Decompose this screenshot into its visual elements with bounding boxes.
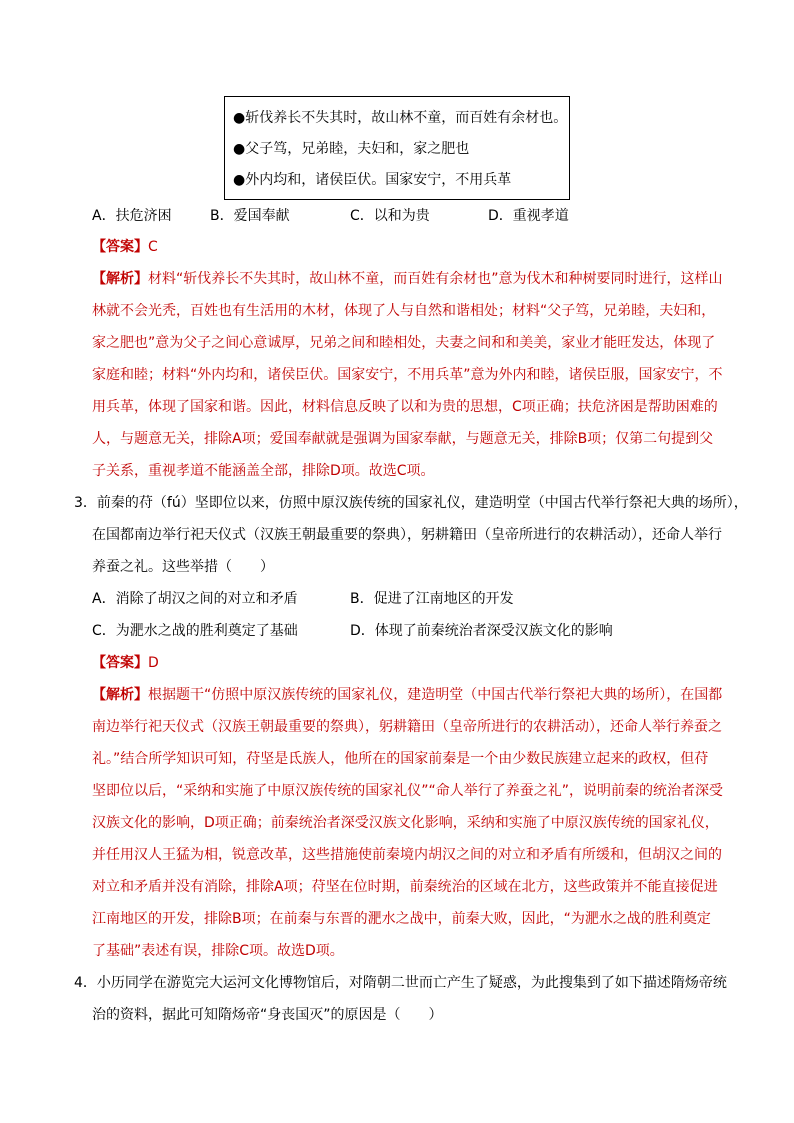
option-b: B．促进了江南地区的开发 bbox=[350, 591, 514, 607]
analysis-label: 【解析】 bbox=[92, 687, 148, 703]
option-b: B．爱国奉献 bbox=[210, 208, 290, 224]
option-d: D．体现了前秦统治者深受汉族文化的影响 bbox=[350, 623, 613, 639]
answer-line bbox=[92, 653, 159, 673]
analysis-line: 汉族文化的影响，D项正确；前秦统治者深受汉族文化影响，采纳和实施了中原汉族传统的国家礼仪， bbox=[92, 815, 719, 831]
question-stem: 养蚕之礼。这些举措（ ） bbox=[92, 559, 274, 575]
analysis-line bbox=[92, 269, 723, 289]
analysis-line bbox=[92, 685, 722, 705]
question-stem: 4．小历同学在游览完大运河文化博物馆后，对隋朝二世而亡产生了疑惑，为此搜集到了如下描述隋炀帝统 bbox=[74, 975, 727, 991]
answer-value: C bbox=[148, 239, 158, 255]
analysis-line: 并任用汉人王猛为相，锐意改革，这些措施使前秦境内胡汉之间的对立和矛盾有所缓和，但胡汉之间的 bbox=[92, 847, 722, 863]
question-stem: 在国都南边举行祀天仪式（汉族王朝最重要的祭典），躬耕籍田（皇帝所进行的农耕活动），还命人举行 bbox=[92, 527, 722, 543]
option-d: D．重视孝道 bbox=[488, 208, 569, 224]
question-stem: 3．前秦的苻（fú）坚即位以来，仿照中原汉族传统的国家礼仪，建造明堂（中国古代举行祭祀大典的场所）， bbox=[74, 495, 748, 511]
option-a: A．消除了胡汉之间的对立和矛盾 bbox=[92, 591, 298, 607]
analysis-line: 礼。”结合所学知识可知，苻坚是氐族人，他所在的国家前秦是一个由少数民族建立起来的政权，但苻 bbox=[92, 751, 709, 767]
quote-box bbox=[224, 96, 570, 200]
analysis-line: 人，与题意无关，排除A项；爱国奉献就是强调为国家奉献，与题意无关，排除B项；仅第二句提到父 bbox=[92, 431, 714, 447]
analysis-text: 根据题干“仿照中原汉族传统的国家礼仪，建造明堂（中国古代举行祭祀大典的场所），在国都 bbox=[148, 687, 723, 703]
analysis-line: 南边举行祀天仪式（汉族王朝最重要的祭典），躬耕籍田（皇帝所进行的农耕活动），还命人举行养蚕之 bbox=[92, 719, 722, 735]
analysis-line: 家之肥也”意为父子之间心意诚厚，兄弟之间和睦相处，夫妻之间和和美美，家业才能旺发达，体现了 bbox=[92, 335, 716, 351]
question-stem: 治的资料，据此可知隋炀帝“身丧国灭”的原因是（ ） bbox=[92, 1007, 443, 1023]
answer-label: 【答案】 bbox=[92, 239, 148, 255]
quote-line: ●外内均和，诸侯臣伏。国家安宁，不用兵革 bbox=[233, 172, 512, 188]
analysis-label: 【解析】 bbox=[92, 271, 148, 287]
analysis-line: 子关系，重视孝道不能涵盖全部，排除D项。故选C项。 bbox=[92, 463, 435, 479]
option-c: C．以和为贵 bbox=[350, 208, 430, 224]
quote-line: ●父子笃，兄弟睦，夫妇和，家之肥也 bbox=[233, 141, 470, 157]
answer-label: 【答案】 bbox=[92, 655, 148, 671]
analysis-line: 江南地区的开发，排除B项；在前秦与东晋的淝水之战中，前秦大败，因此，“为淝水之战的胜利奠定 bbox=[92, 911, 711, 927]
option-c: C．为淝水之战的胜利奠定了基础 bbox=[92, 623, 298, 639]
answer-line bbox=[92, 237, 158, 257]
quote-line: ●斩伐养长不失其时，故山林不童，而百姓有余材也。 bbox=[233, 110, 568, 126]
analysis-line: 对立和矛盾并没有消除，排除A项；苻坚在位时期，前秦统治的区域在北方，这些政策并不能直接促进 bbox=[92, 879, 718, 895]
analysis-line: 林就不会光秃，百姓也有生活用的木材，体现了人与自然和谐相处；材料“父子笃，兄弟睦，夫妇和， bbox=[92, 303, 716, 319]
analysis-text: 材料“斩伐养长不失其时，故山林不童，而百姓有余材也”意为伐木和种树要同时进行，这样山 bbox=[148, 271, 723, 287]
analysis-line: 用兵革，体现了国家和谐。因此，材料信息反映了以和为贵的思想，C项正确；扶危济困是帮助困难的 bbox=[92, 399, 718, 415]
option-a: A．扶危济困 bbox=[92, 208, 172, 224]
analysis-line: 坚即位以后，“采纳和实施了中原汉族传统的国家礼仪”“命人举行了养蚕之礼”，说明前秦的统治者深受 bbox=[92, 783, 724, 799]
answer-value: D bbox=[148, 655, 159, 671]
analysis-line: 了基础”表述有误，排除C项。故选D项。 bbox=[92, 943, 344, 959]
analysis-line: 家庭和睦；材料“外内均和，诸侯臣伏。国家安宁，不用兵革”意为外内和睦，诸侯臣服，国家安宁，不 bbox=[92, 367, 723, 383]
